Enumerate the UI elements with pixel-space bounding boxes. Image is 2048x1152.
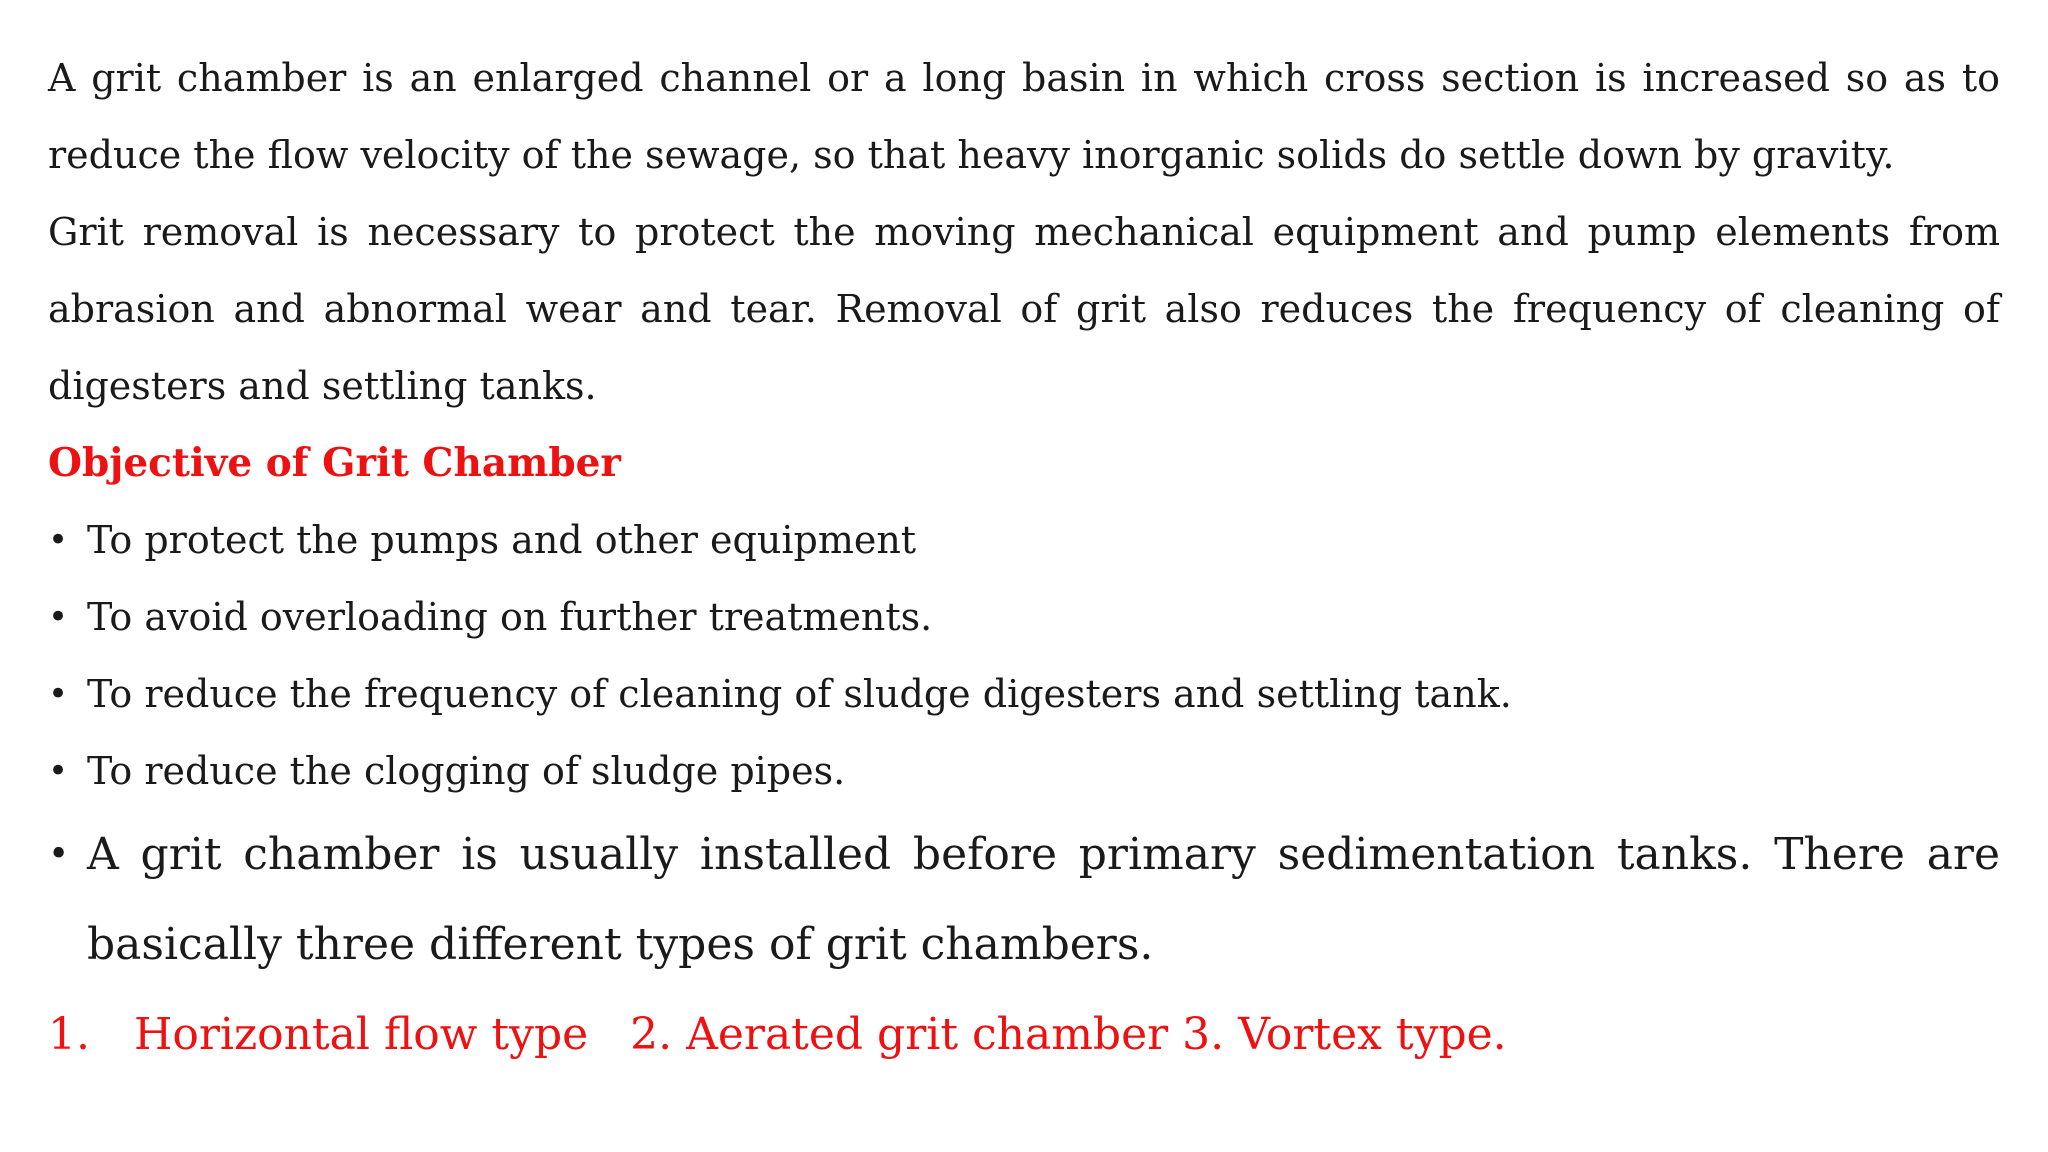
intro-paragraph-2: Grit removal is necessary to protect the moving mechanical equipment and pump elements from abrasion and abnormal wear and tear. Removal of grit also reduces the frequency of cleaning of digesters and settling tanks. xyxy=(48,210,2000,408)
objective-list xyxy=(48,502,2000,990)
list-item-text: To protect the pumps and other equipment xyxy=(87,518,917,562)
bullet-icon: • xyxy=(48,597,69,637)
intro-paragraph-1: A grit chamber is an enlarged channel or a long basin in which cross section is increased so as to reduce the flow velocity of the sewage, so that heavy inorganic solids do settle down by gravity. xyxy=(48,56,2000,177)
list-item xyxy=(48,502,2000,579)
types-number: 1. xyxy=(48,1009,90,1060)
objective-heading: Objective of Grit Chamber xyxy=(48,440,621,486)
bullet-icon: • xyxy=(48,520,69,560)
types-text: Horizontal flow type 2. Aerated grit chamber 3. Vortex type. xyxy=(134,1009,1507,1060)
list-item xyxy=(48,579,2000,656)
list-item-text: To reduce the clogging of sludge pipes. xyxy=(87,749,846,793)
bullet-icon: • xyxy=(48,834,70,875)
list-item xyxy=(48,656,2000,733)
list-item-note xyxy=(48,810,2000,990)
bullet-icon: • xyxy=(48,674,69,714)
list-item xyxy=(48,733,2000,810)
list-item-text: To reduce the frequency of cleaning of sludge digesters and settling tank. xyxy=(87,672,1512,716)
grit-chamber-types xyxy=(48,990,2000,1080)
bullet-icon: • xyxy=(48,751,69,791)
list-item-text: To avoid overloading on further treatments. xyxy=(87,595,933,639)
list-item-text: A grit chamber is usually installed before primary sedimentation tanks. There are basically three different types of grit chambers. xyxy=(87,829,2000,970)
